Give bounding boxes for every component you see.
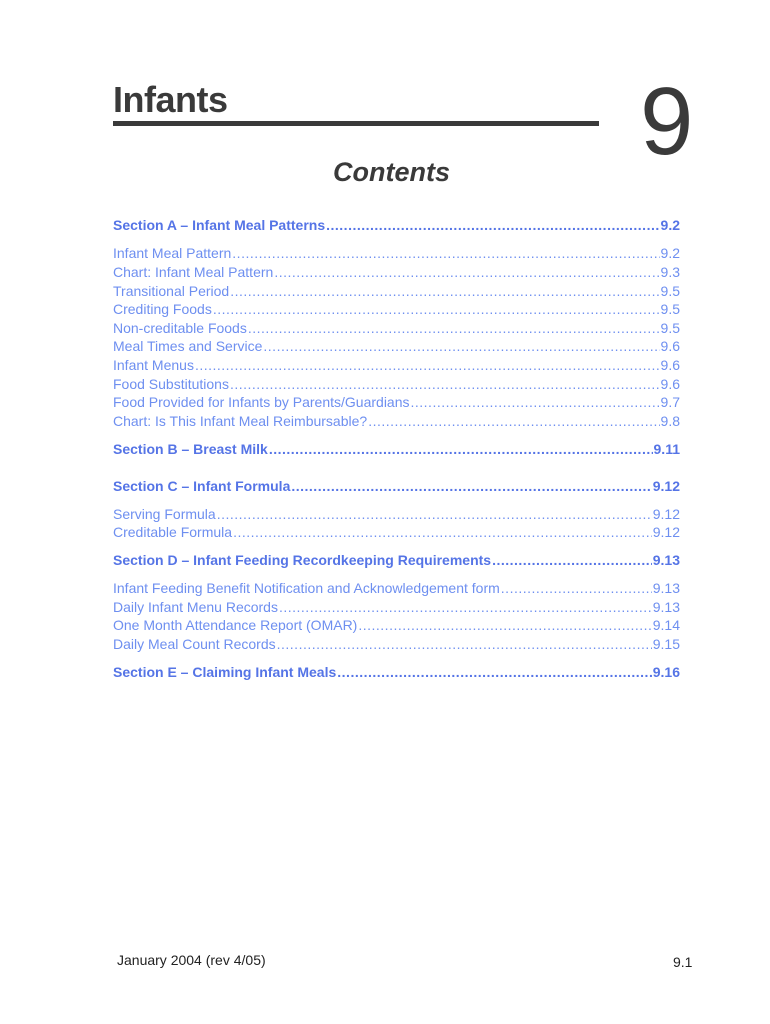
toc-label: One Month Attendance Report (OMAR) (113, 617, 358, 633)
toc-entry[interactable] (113, 393, 680, 411)
toc-page-number: 9.13 (652, 552, 680, 568)
leader-dots (213, 300, 660, 318)
chapter-title: Infants (113, 80, 599, 126)
contents-heading: Contents (333, 157, 450, 187)
toc-section-heading[interactable] (113, 663, 680, 681)
toc-entry[interactable] (113, 337, 680, 355)
toc-entry[interactable] (113, 635, 680, 653)
leader-dots (230, 282, 659, 300)
toc-label: Food Provided for Infants by Parents/Guardians (113, 394, 410, 410)
toc-label: Section A – Infant Meal Patterns (113, 217, 326, 233)
toc-entry[interactable] (113, 579, 680, 597)
leader-dots (291, 477, 651, 495)
toc-page-number: 9.3 (660, 264, 680, 280)
toc-label: Daily Meal Count Records (113, 636, 276, 652)
toc-label: Section D – Infant Feeding Recordkeeping Requirements (113, 552, 492, 568)
toc-page-number: 9.6 (660, 338, 680, 354)
toc-page-number: 9.5 (660, 301, 680, 317)
toc-label: Section E – Claiming Infant Meals (113, 664, 337, 680)
toc-entry[interactable] (113, 523, 680, 541)
toc-label: Infant Feeding Benefit Notification and Acknowledgement form (113, 580, 500, 596)
toc-section-heading[interactable] (113, 216, 680, 234)
leader-dots (358, 616, 651, 634)
toc-page-number: 9.16 (652, 664, 680, 680)
leader-dots (501, 579, 652, 597)
toc-label: Chart: Is This Infant Meal Reimbursable? (113, 413, 368, 429)
toc-entry[interactable] (113, 244, 680, 262)
toc-label: Chart: Infant Meal Pattern (113, 264, 274, 280)
toc-page-number: 9.5 (660, 283, 680, 299)
toc-section-heading[interactable] (113, 551, 680, 569)
toc-label: Meal Times and Service (113, 338, 263, 354)
toc-page-number: 9.7 (660, 394, 680, 410)
toc-entry[interactable] (113, 282, 680, 300)
toc-entry[interactable] (113, 616, 680, 634)
leader-dots (195, 356, 660, 374)
leader-dots (232, 244, 659, 262)
leader-dots (368, 412, 659, 430)
toc-entry[interactable] (113, 598, 680, 616)
toc-section-heading[interactable] (113, 440, 680, 458)
toc-entry[interactable] (113, 263, 680, 281)
toc-page-number: 9.12 (652, 506, 680, 522)
leader-dots (411, 393, 660, 411)
toc-page-number: 9.13 (652, 599, 680, 615)
leader-dots (337, 663, 651, 681)
leader-dots (274, 263, 659, 281)
toc-label: Food Substitutions (113, 376, 229, 392)
toc-label: Infant Meal Pattern (113, 245, 232, 261)
toc-page-number: 9.6 (660, 357, 680, 373)
toc-page-number: 9.11 (653, 441, 680, 457)
toc-page-number: 9.12 (652, 478, 680, 494)
leader-dots (277, 635, 652, 653)
toc-page-number: 9.8 (660, 413, 680, 429)
leader-dots (230, 375, 660, 393)
toc-entry[interactable] (113, 356, 680, 374)
toc-page-number: 9.14 (652, 617, 680, 633)
leader-dots (217, 505, 652, 523)
leader-dots (248, 319, 660, 337)
toc-page-number: 9.15 (652, 636, 680, 652)
toc-page-number: 9.2 (660, 217, 680, 233)
footer-date: January 2004 (rev 4/05) (117, 952, 266, 968)
toc-page-number: 9.5 (660, 320, 680, 336)
toc-label: Crediting Foods (113, 301, 212, 317)
leader-dots (326, 216, 659, 234)
toc-label: Daily Infant Menu Records (113, 599, 278, 615)
toc-page-number: 9.6 (660, 376, 680, 392)
leader-dots (279, 598, 652, 616)
toc-section-heading[interactable] (113, 477, 680, 495)
toc-label: Section B – Breast Milk (113, 441, 268, 457)
toc-label: Infant Menus (113, 357, 194, 373)
toc-entry[interactable] (113, 505, 680, 523)
chapter-number: 9 (640, 68, 694, 175)
footer-page-number: 9.1 (673, 954, 693, 970)
toc-page-number: 9.13 (652, 580, 680, 596)
toc-label: Non-creditable Foods (113, 320, 247, 336)
leader-dots (269, 440, 653, 458)
leader-dots (263, 337, 659, 355)
toc-entry[interactable] (113, 300, 680, 318)
toc-page-number: 9.2 (660, 245, 680, 261)
toc-label: Serving Formula (113, 506, 216, 522)
toc-label: Section C – Infant Formula (113, 478, 291, 494)
toc-entry[interactable] (113, 412, 680, 430)
toc-label: Creditable Formula (113, 524, 233, 540)
toc-page-number: 9.12 (652, 524, 680, 540)
toc-entry[interactable] (113, 375, 680, 393)
toc-entry[interactable] (113, 319, 680, 337)
toc-label: Transitional Period (113, 283, 230, 299)
leader-dots (492, 551, 652, 569)
leader-dots (233, 523, 652, 541)
